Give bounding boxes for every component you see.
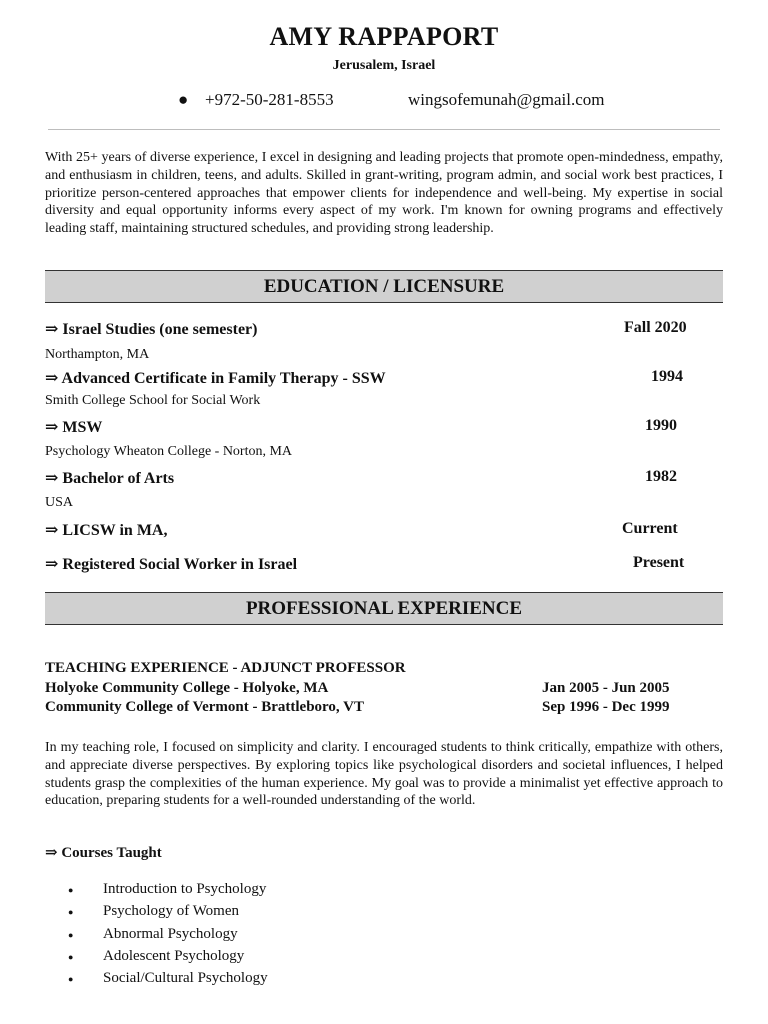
education-entry-title: ⇒ LICSW in MA, bbox=[45, 522, 168, 539]
course-name: Social/Cultural Psychology bbox=[103, 970, 268, 986]
header-divider bbox=[48, 129, 720, 130]
bullet-icon: ● bbox=[68, 930, 74, 940]
list-item bbox=[0, 881, 400, 903]
job-employer: Community College of Vermont - Brattleboro, VT bbox=[45, 699, 364, 715]
education-entry-date: Fall 2020 bbox=[624, 319, 687, 336]
phone-number: +972-50-281-8553 bbox=[205, 90, 334, 109]
job-role-title: TEACHING EXPERIENCE - ADJUNCT PROFESSOR bbox=[45, 660, 406, 676]
courses-taught-title: ⇒ Courses Taught bbox=[45, 845, 162, 861]
course-name: Psychology of Women bbox=[103, 903, 240, 919]
course-name: Adolescent Psychology bbox=[103, 948, 245, 964]
candidate-name: AMY RAPPAPORT bbox=[269, 22, 499, 51]
email-address[interactable]: wingsofemunah@gmail.com bbox=[408, 90, 605, 109]
education-entry-date: Present bbox=[633, 554, 685, 571]
job-dates: Jan 2005 - Jun 2005 bbox=[542, 680, 670, 696]
summary-paragraph: With 25+ years of diverse experience, I excel in designing and leading projects that promote open-mindedness, empathy, and enthusiasm in children, teens, and adults. Skilled in grant-writing, program admin, and social work best practices, I prioritize person-centered approaches that empower clients for independence and well-being. My expertise in social diversity and equal opportunity informs every aspect of my work. I'm known for owning programs and effectively leading staff, maintaining structured schedules, and providing strong leadership. bbox=[45, 150, 723, 237]
list-item bbox=[0, 926, 400, 948]
bullet-icon: ● bbox=[68, 885, 74, 895]
education-entry-title: ⇒ Israel Studies (one semester) bbox=[45, 321, 258, 338]
list-item bbox=[0, 970, 400, 992]
education-entry-institution: Psychology Wheaton College - Norton, MA bbox=[45, 444, 293, 459]
course-name: Introduction to Psychology bbox=[103, 881, 267, 897]
location: Jerusalem, Israel bbox=[332, 58, 436, 73]
education-section-heading: EDUCATION / LICENSURE bbox=[45, 270, 723, 303]
education-entry-title: ⇒ Advanced Certificate in Family Therapy - SSW bbox=[45, 370, 386, 387]
list-item bbox=[0, 948, 400, 970]
education-entry-date: Current bbox=[622, 520, 678, 537]
bullet-icon: ● bbox=[68, 952, 74, 962]
list-item bbox=[0, 903, 400, 925]
experience-section-heading: PROFESSIONAL EXPERIENCE bbox=[45, 592, 723, 625]
education-entry-title: ⇒ MSW bbox=[45, 419, 103, 436]
education-entry-title: ⇒ Registered Social Worker in Israel bbox=[45, 556, 298, 573]
course-name: Abnormal Psychology bbox=[103, 926, 238, 942]
bullet-icon: ● bbox=[68, 907, 74, 917]
teaching-description: In my teaching role, I focused on simplicity and clarity. I encouraged students to think critically, empathize with others, and appreciate diverse perspectives. By exploring topics like psychological disorders and societal influences, I helped students grasp the complexities of the human experience. My goal was to provide a minimalist yet effective approach to education, preparing students for a well-rounded understanding of the world. bbox=[45, 740, 723, 809]
education-entry-institution: Northampton, MA bbox=[45, 347, 150, 362]
bullet-icon: ● bbox=[178, 90, 189, 109]
education-entry-institution: USA bbox=[45, 495, 74, 510]
job-dates: Sep 1996 - Dec 1999 bbox=[542, 699, 670, 715]
education-entry-date: 1982 bbox=[645, 468, 677, 485]
education-entry-date: 1994 bbox=[651, 368, 683, 385]
bullet-icon: ● bbox=[68, 974, 74, 984]
education-entry-institution: Smith College School for Social Work bbox=[45, 393, 261, 408]
education-entry-date: 1990 bbox=[645, 417, 677, 434]
education-entry-title: ⇒ Bachelor of Arts bbox=[45, 470, 175, 487]
job-employer: Holyoke Community College - Holyoke, MA bbox=[45, 680, 329, 696]
